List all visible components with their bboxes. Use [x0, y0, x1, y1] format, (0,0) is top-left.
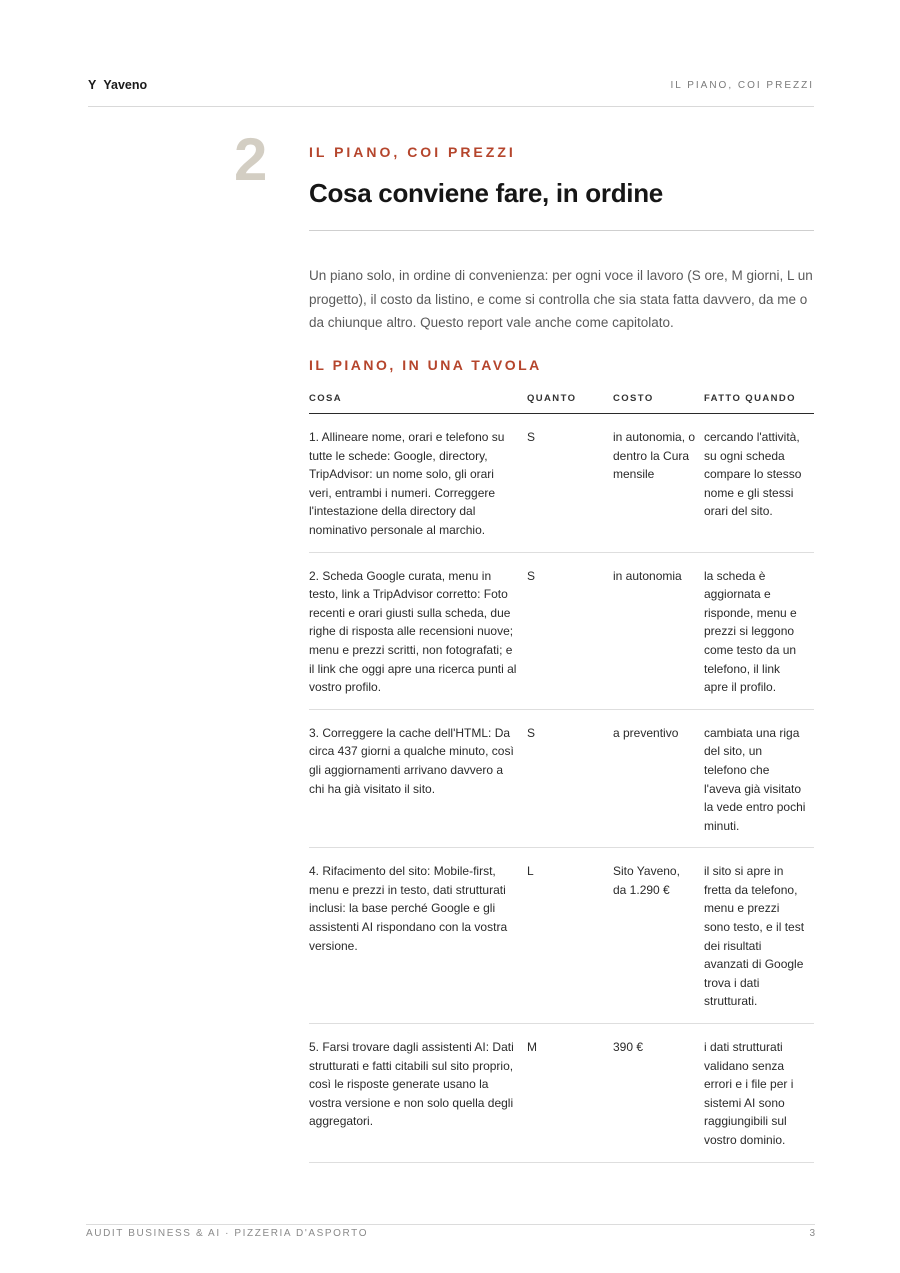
- cell-quanto: S: [527, 414, 613, 553]
- brand-logo: [88, 78, 147, 92]
- cell-quanto: M: [527, 1024, 613, 1163]
- table-heading: IL PIANO, IN UNA TAVOLA: [309, 357, 542, 373]
- plan-table: [309, 385, 814, 1163]
- cell-cosa: 4. Rifacimento del sito: Mobile-first, menu e prezzi in testo, dati strutturati inclusi: la base perché Google e gli assistenti AI rispondano con la vostra versione.: [309, 848, 527, 1024]
- cell-fatto-quando: i dati strutturati validano senza errori e i file per i sistemi AI sono raggiungibili sul vostro dominio.: [704, 1024, 814, 1163]
- table-row: [309, 709, 814, 848]
- table-row: [309, 848, 814, 1024]
- chapter-kicker: IL PIANO, COI PREZZI: [309, 144, 516, 160]
- cell-cosa: 1. Allineare nome, orari e telefono su tutte le schede: Google, directory, TripAdvisor: un nome solo, gli orari veri, entrambi i numeri. Correggere l'intestazione della directory dal nominativo personale al marchio.: [309, 414, 527, 553]
- page-footer: [86, 1224, 815, 1239]
- cell-cosa: 2. Scheda Google curata, menu in testo, link a TripAdvisor corretto: Foto recenti e orari giusti sulla scheda, due righe di risposta alle recensioni nuove; menu e prezzi scritti, non fotografati; e il link che oggi apre una ricerca punti al vostro profilo.: [309, 552, 527, 709]
- column-header-costo: COSTO: [613, 385, 704, 414]
- cell-costo: in autonomia, o dentro la Cura mensile: [613, 414, 704, 553]
- page-number: 3: [809, 1228, 815, 1239]
- table-row: [309, 1024, 814, 1163]
- cell-fatto-quando: cambiata una riga del sito, un telefono che l'aveva già visitato la vede entro pochi minuti.: [704, 709, 814, 848]
- running-title: IL PIANO, COI PREZZI: [670, 80, 814, 91]
- cell-cosa: 5. Farsi trovare dagli assistenti AI: Dati strutturati e fatti citabili sul sito proprio, così le risposte generate usano la vostra versione e non solo quella degli aggregatori.: [309, 1024, 527, 1163]
- chapter-number: 2: [234, 126, 268, 193]
- title-divider: [309, 230, 814, 231]
- footer-text: AUDIT BUSINESS & AI · PIZZERIA D'ASPORTO: [86, 1228, 369, 1239]
- cell-costo: 390 €: [613, 1024, 704, 1163]
- table-row: [309, 552, 814, 709]
- cell-costo: in autonomia: [613, 552, 704, 709]
- cell-fatto-quando: il sito si apre in fretta da telefono, menu e prezzi sono testo, e il test dei risultati avanzati di Google trova i dati strutturati.: [704, 848, 814, 1024]
- table-header-row: [309, 385, 814, 414]
- column-header-fatto-quando: FATTO QUANDO: [704, 385, 814, 414]
- column-header-quanto: QUANTO: [527, 385, 613, 414]
- cell-quanto: S: [527, 552, 613, 709]
- cell-costo: Sito Yaveno, da 1.290 €: [613, 848, 704, 1024]
- cell-quanto: L: [527, 848, 613, 1024]
- table-row: [309, 414, 814, 553]
- brand-name: Yaveno: [103, 78, 148, 92]
- cell-quanto: S: [527, 709, 613, 848]
- brand-mark: Y: [88, 78, 97, 92]
- cell-cosa: 3. Correggere la cache dell'HTML: Da circa 437 giorni a qualche minuto, così gli aggiornamenti arrivano davvero a chi ha già visitato il sito.: [309, 709, 527, 848]
- page-header: [88, 78, 814, 107]
- intro-paragraph: Un piano solo, in ordine di convenienza: per ogni voce il lavoro (S ore, M giorni, L un progetto), il costo da listino, e come si controlla che sia stata fatta davvero, da me o da chiunque altro. Questo report vale anche come capitolato.: [309, 268, 813, 330]
- chapter-title: Cosa conviene fare, in ordine: [309, 178, 663, 208]
- cell-costo: a preventivo: [613, 709, 704, 848]
- cell-fatto-quando: la scheda è aggiornata e risponde, menu e prezzi si leggono come testo da un telefono, il link apre il profilo.: [704, 552, 814, 709]
- column-header-cosa: COSA: [309, 385, 527, 414]
- cell-fatto-quando: cercando l'attività, su ogni scheda compare lo stesso nome e gli stessi orari del sito.: [704, 414, 814, 553]
